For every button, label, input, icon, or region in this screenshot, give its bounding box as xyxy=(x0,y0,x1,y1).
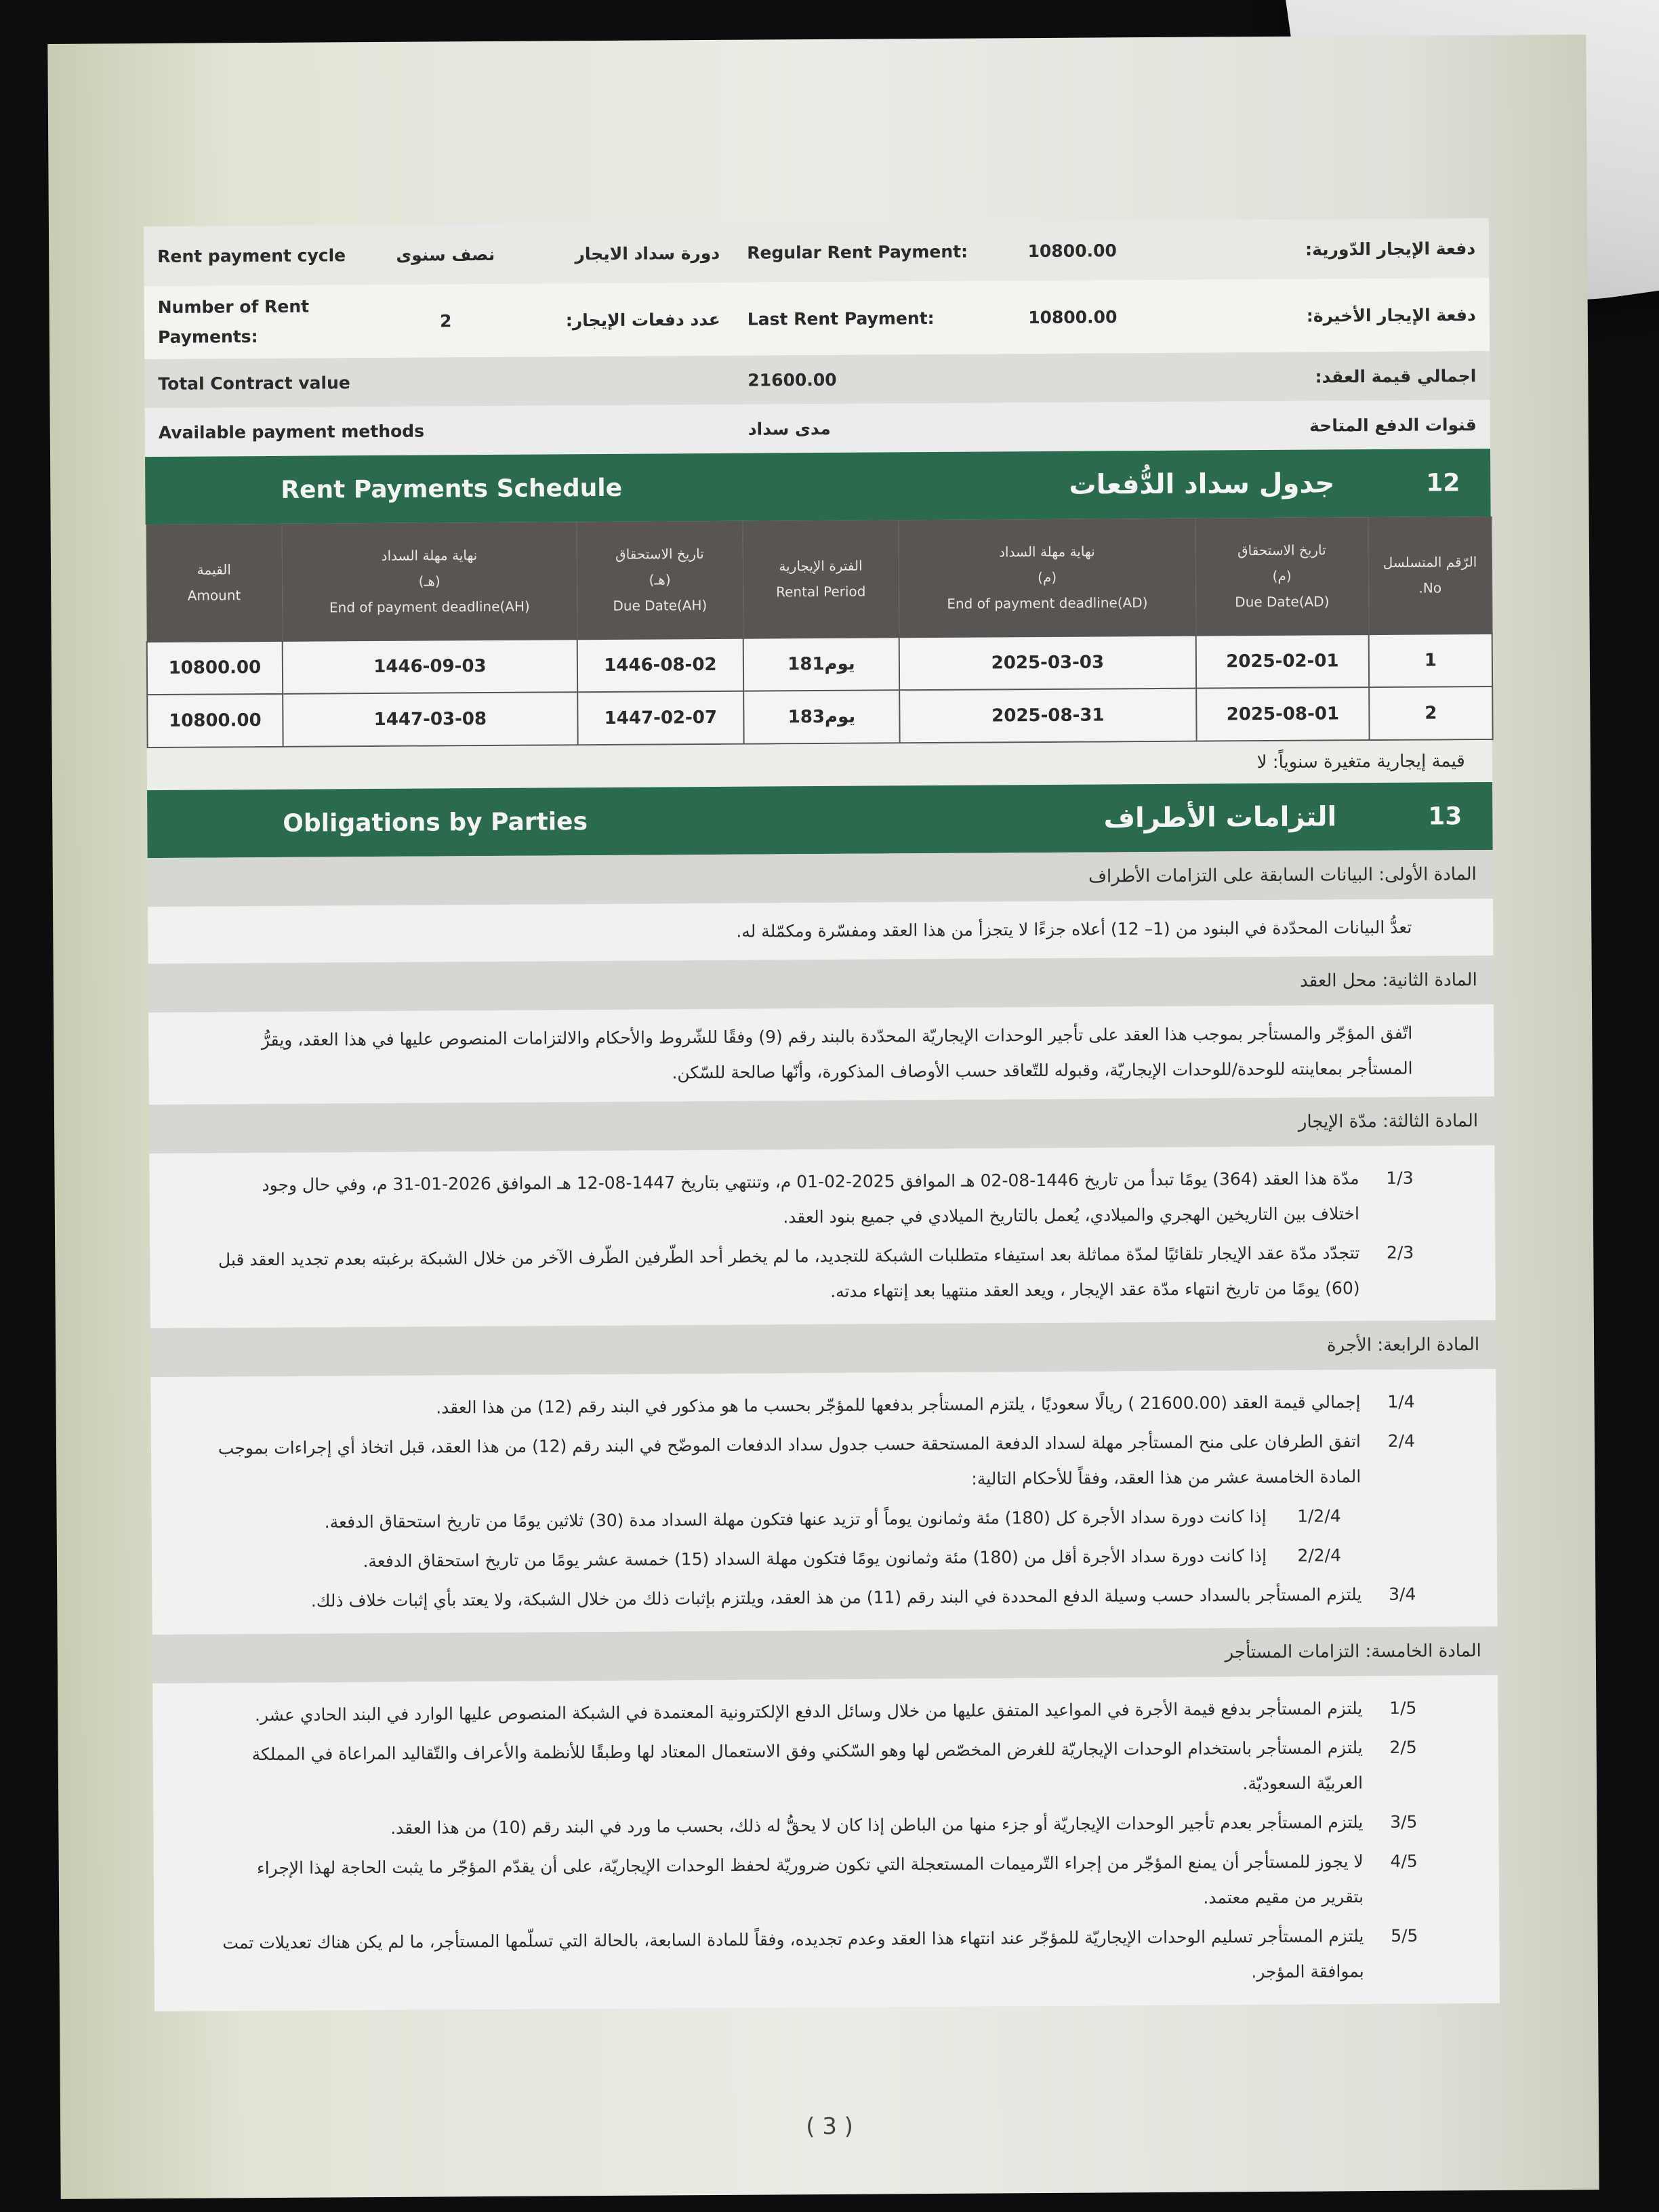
clause-text: لا يجوز للمستأجر أن يمنع المؤجّر من إجراء التّرميمات المستعجلة التي تكون ضروريّة لحفظ الوحدات الإيجاريّة، على أن يقدّم المؤجّر ما يثبت الحاجة لهذا الإجراء بتقرير من مقيم معتمد. xyxy=(256,1851,1364,1908)
regular-payment-label-ar: دفعة الإيجار الدّورية: xyxy=(1305,238,1476,260)
last-payment-label-ar: دفعة الإيجار الأخيرة: xyxy=(1306,304,1476,326)
cell-no: 2 xyxy=(1369,687,1492,740)
cell-period: 181يوم xyxy=(743,637,899,691)
sub-clause xyxy=(213,1538,1416,1580)
clause xyxy=(212,1424,1416,1502)
clause xyxy=(210,1161,1414,1239)
sub-clause xyxy=(212,1498,1415,1541)
clause-text: يلتزم المستأجر باستخدام الوحدات الإيجاريّة للغرض المخصّص لها وهو السّكني وفق الاستعمال المعتاد لها وطبقًا للأنظمة والأعراف والتّقاليد المراعاة في المملكة العربيّة السعوديّة. xyxy=(251,1738,1364,1794)
rent-cycle-label-ar: دورة سداد الايجار xyxy=(575,243,720,264)
article-1-title: المادة الأولى: البيانات السابقة على التزامات الأطراف xyxy=(148,850,1493,907)
clause-number: 3/4 xyxy=(1388,1584,1416,1604)
cell-due-ah: 1446-08-02 xyxy=(577,638,743,692)
cell-due-ad: 2025-02-01 xyxy=(1196,634,1369,689)
variable-rent-note: قيمة إيجارية متغيرة سنوياً: لا xyxy=(147,740,1492,790)
document-page xyxy=(47,35,1599,2199)
article-3-title: المادة الثالثة: مدّة الإيجار xyxy=(149,1097,1494,1153)
section-13-header xyxy=(147,782,1493,858)
num-payments-label-ar: عدد دفعات الإيجار: xyxy=(565,309,720,330)
rent-cycle-row xyxy=(144,218,1490,286)
article-5-body xyxy=(152,1675,1500,2011)
section-12-number: 12 xyxy=(1426,468,1460,497)
clause-number: 2/2/4 xyxy=(1297,1545,1342,1565)
clause-text: إذا كانت دورة سداد الأجرة أقل من (180) مئة وثمانون يومًا فتكون مهلة السداد (15) خمسة عشر يومًا من تاريخ استحقاق الدفعة. xyxy=(363,1546,1267,1572)
col-due-ah: تاريخ الاستحقاق (هـ) Due Date(AH) xyxy=(577,521,743,639)
total-label-ar: اجمالي قيمة العقد: xyxy=(1315,365,1477,387)
regular-payment-label-en: Regular Rent Payment: xyxy=(747,241,968,263)
col-period: الفترة الإيجارية Rental Period xyxy=(743,520,899,638)
clause-text: إذا كانت دورة سداد الأجرة كل (180) مئة وثمانون يوماً أو تزيد عنها فتكون مهلة السداد مدة (30) ثلاثين يومًا من تاريخ استحقاق الدفعة. xyxy=(324,1507,1267,1532)
clause-text: تتجدّد مدّة عقد الإيجار تلقائيًا لمدّة مماثلة بعد استيفاء متطلبات الشبكة للتجديد، ما لم يخطر أحد الطّرفين الطّرف الآخر من خلال الشبكة برغبته بعدم تجديد العقد قبل (60) يومًا من تاريخ انتهاء مدّة عقد الإيجار ، ويعد العقد منتهيا بعد إنتهاء مدته. xyxy=(218,1243,1360,1301)
clause-text: يلتزم المستأجر تسليم الوحدات الإيجاريّة للمؤجّر عند انتهاء هذا العقد وعدم تجديده، وفقاً للمادة السابعة، بالحالة التي تسلّمها المستأجر، ما لم يكن هناك تعديلات تمت بموافقة المؤجر. xyxy=(222,1926,1364,1982)
clause xyxy=(213,1577,1416,1620)
clause-number: 3/5 xyxy=(1390,1811,1418,1832)
article-2-body: اتّفق المؤجّر والمستأجر بموجب هذا العقد على تأجير الوحدات الإيجاريّة المحدّدة بالبند رقم (9) وفقًا للشّروط والأحكام والالتزامات المنصوص عليها في هذا العقد، ويقرُّ المستأجر بمعاينته للوحدة/للوحدات الإيجاريّة، وقبوله للتّعاقد حسب الأوصاف المذكورة، وأنّها صالحة للسّكن. xyxy=(148,1004,1494,1105)
total-row xyxy=(144,351,1490,408)
article-3-body xyxy=(149,1145,1496,1328)
article-4-title: المادة الرابعة: الأجرة xyxy=(150,1320,1496,1377)
clause xyxy=(211,1385,1414,1427)
clause-number: 1/3 xyxy=(1386,1168,1414,1188)
clause-text: يلتزم المستأجر بالسداد حسب وسيلة الدفع المحددة في البند رقم (11) من هذ العقد، ويلتزم بإثبات ذلك من خلال الشبكة، ولا يعتد بأي إثبات خلاف ذلك. xyxy=(310,1584,1362,1611)
clause-number: 2/3 xyxy=(1386,1242,1414,1263)
cell-end-ah: 1447-03-08 xyxy=(283,692,577,747)
total-label-en: Total Contract value xyxy=(158,372,350,394)
clause-text: اتفق الطرفان على منح المستأجر مهلة لسداد الدفعة المستحقة حسب جدول سداد الدفعات الموضّح في البند رقم (12) من هذا العقد، قبل اتخاذ أي إجراءات بموجب المادة الخامسة عشر من هذا العقد، وفقاً للأحكام التالية: xyxy=(218,1431,1361,1489)
col-end-ad: نهاية مهلة السداد (م) End of payment deadline(AD) xyxy=(899,518,1196,638)
num-payments-row xyxy=(144,278,1490,359)
num-payments-label-en: Number of Rent Payments: xyxy=(157,296,310,347)
rent-cycle-value: نصف سنوى xyxy=(396,244,495,265)
col-end-ah: نهاية مهلة السداد (هـ) End of payment deadline(AH) xyxy=(282,522,577,641)
methods-row xyxy=(145,400,1490,457)
table-row xyxy=(147,687,1492,747)
col-no: الرّقم المتسلسل .No xyxy=(1368,516,1492,634)
cell-due-ad: 2025-08-01 xyxy=(1196,687,1369,741)
rent-cycle-label-en: Rent payment cycle xyxy=(157,245,346,266)
num-payments-value: 2 xyxy=(440,310,452,331)
cell-end-ad: 2025-08-31 xyxy=(899,689,1196,743)
cell-end-ah: 1446-09-03 xyxy=(283,639,577,694)
section-13-title-en: Obligations by Parties xyxy=(283,807,588,838)
cell-amount: 10800.00 xyxy=(147,694,283,747)
section-12-title-ar: جدول سداد الدُّفعات xyxy=(1069,468,1335,501)
table-row xyxy=(147,634,1492,695)
clause-number: 1/4 xyxy=(1387,1391,1415,1412)
col-amount: القيمة Amount xyxy=(146,524,283,642)
section-12-header xyxy=(145,449,1491,525)
col-due-ad: تاريخ الاستحقاق (م) Due Date(AD) xyxy=(1195,517,1369,636)
cell-no: 1 xyxy=(1369,634,1492,687)
cell-end-ad: 2025-03-03 xyxy=(899,636,1196,691)
clause xyxy=(214,1730,1418,1808)
clause-number: 2/4 xyxy=(1387,1431,1416,1451)
clause xyxy=(215,1844,1418,1922)
clause-number: 4/5 xyxy=(1390,1851,1418,1871)
cell-period: 183يوم xyxy=(743,690,899,743)
article-5-title: المادة الخامسة: التزامات المستأجر xyxy=(152,1626,1498,1683)
methods-value: مدى سداد xyxy=(747,418,831,439)
section-12-title-en: Rent Payments Schedule xyxy=(281,474,623,504)
clause xyxy=(215,1919,1418,1996)
rent-payments-table xyxy=(146,516,1494,748)
clause-number: 2/5 xyxy=(1389,1737,1417,1757)
regular-payment-value: 10800.00 xyxy=(1027,240,1117,261)
clause-number: 1/2/4 xyxy=(1296,1506,1341,1526)
clause-text: إجمالي قيمة العقد (21600.00 ) ريالًا سعوديًا ، يلتزم المستأجر بدفعها للمؤجّر بحسب ما هو مذكور في البند رقم (12) من هذا العقد. xyxy=(436,1392,1361,1418)
table-header-row xyxy=(146,516,1492,642)
cell-due-ah: 1447-02-07 xyxy=(577,691,743,745)
clause-text: مدّة هذا العقد (364) يومًا تبدأ من تاريخ 1446-08-02 هـ الموافق 2025-02-01 م، وتنتهي بتاريخ 1447-08-12 هـ الموافق 2026-01-31 م، وفي حال وجود اختلاف بين التاريخين الهجري والميلادي، يُعمل بالتاريخ الميلادي في جميع بنود العقد. xyxy=(262,1168,1359,1227)
clause xyxy=(213,1691,1416,1734)
article-1-body: تعدُّ البيانات المحدّدة في البنود من (1– 12) أعلاه جزءًا لا يتجزأ من هذا العقد ومفسّرة ومكمّلة له. xyxy=(148,899,1493,964)
clause-text: يلتزم المستأجر بدفع قيمة الأجرة في المواعيد المتفق عليها من خلال وسائل الدفع الإلكترونية المعتمدة في الشبكة المنصوص عليها الوارد في البند الحادي عشر. xyxy=(254,1698,1363,1725)
methods-label-ar: قنوات الدفع المتاحة xyxy=(1309,414,1477,436)
article-2-title: المادة الثانية: محل العقد xyxy=(148,956,1494,1012)
clause-number: 1/5 xyxy=(1389,1698,1417,1718)
cell-amount: 10800.00 xyxy=(147,641,283,695)
last-payment-value: 10800.00 xyxy=(1028,306,1118,327)
section-13-number: 13 xyxy=(1428,802,1462,831)
section-13-title-ar: التزامات الأطراف xyxy=(1103,801,1337,834)
clause xyxy=(211,1235,1414,1313)
contract-content xyxy=(144,218,1500,2011)
clause-number: 5/5 xyxy=(1391,1925,1418,1946)
clause-text: يلتزم المستأجر بعدم تأجير الوحدات الإيجاريّة أو جزء منها من الباطن إذا كان لا يحقُّ له ذلك، بحسب ما ورد في البند رقم (10) من هذا العقد. xyxy=(390,1812,1364,1838)
clause xyxy=(214,1805,1417,1847)
page-number: ( 3 ) xyxy=(806,2112,854,2141)
methods-label-en: Available payment methods xyxy=(158,421,425,443)
article-4-body xyxy=(150,1369,1497,1635)
total-value: 21600.00 xyxy=(747,369,837,390)
last-payment-label-en: Last Rent Payment: xyxy=(747,308,935,329)
